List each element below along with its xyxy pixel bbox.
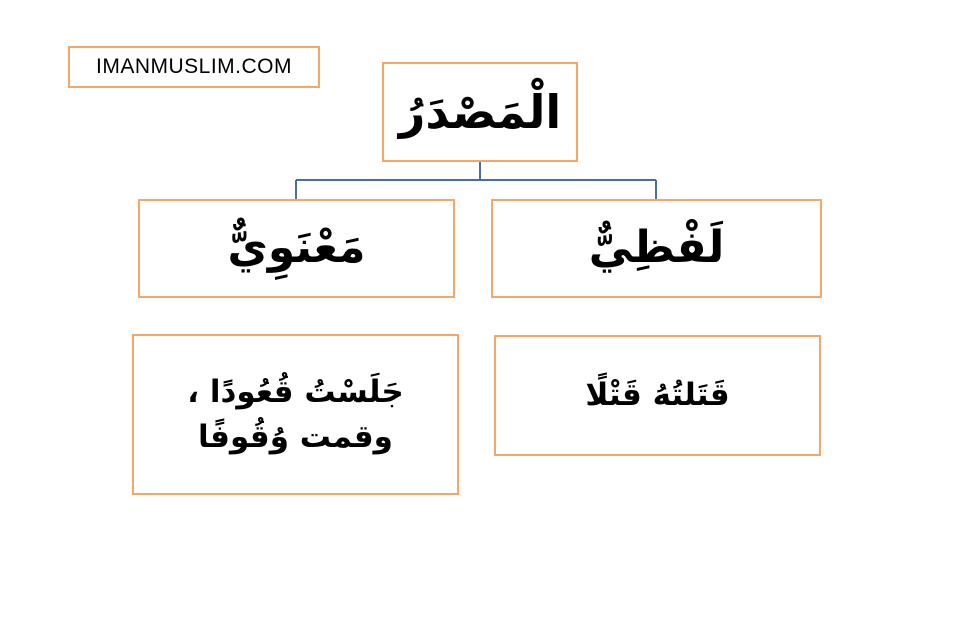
example-node-manawi [132,334,459,495]
watermark-text: IMANMUSLIM.COM [96,55,292,78]
root-node [382,62,578,162]
example-text-lafzi: قَتَلتُهُ قَتْلًا [585,377,730,414]
example-text-manawi: جَلَسْتُ قُعُودًا ، وقمت وُقُوفًا [187,373,404,455]
branch-node-lafzi [491,199,822,298]
root-label: الْمَصْدَرُ [398,84,562,139]
branch-label-manawi: مَعْنَوِيٌّ [227,222,366,274]
example-node-lafzi [494,335,821,456]
watermark-box [68,46,320,88]
branch-label-lafzi: لَفْظِيٌّ [588,222,725,274]
branch-node-manawi [138,199,455,298]
